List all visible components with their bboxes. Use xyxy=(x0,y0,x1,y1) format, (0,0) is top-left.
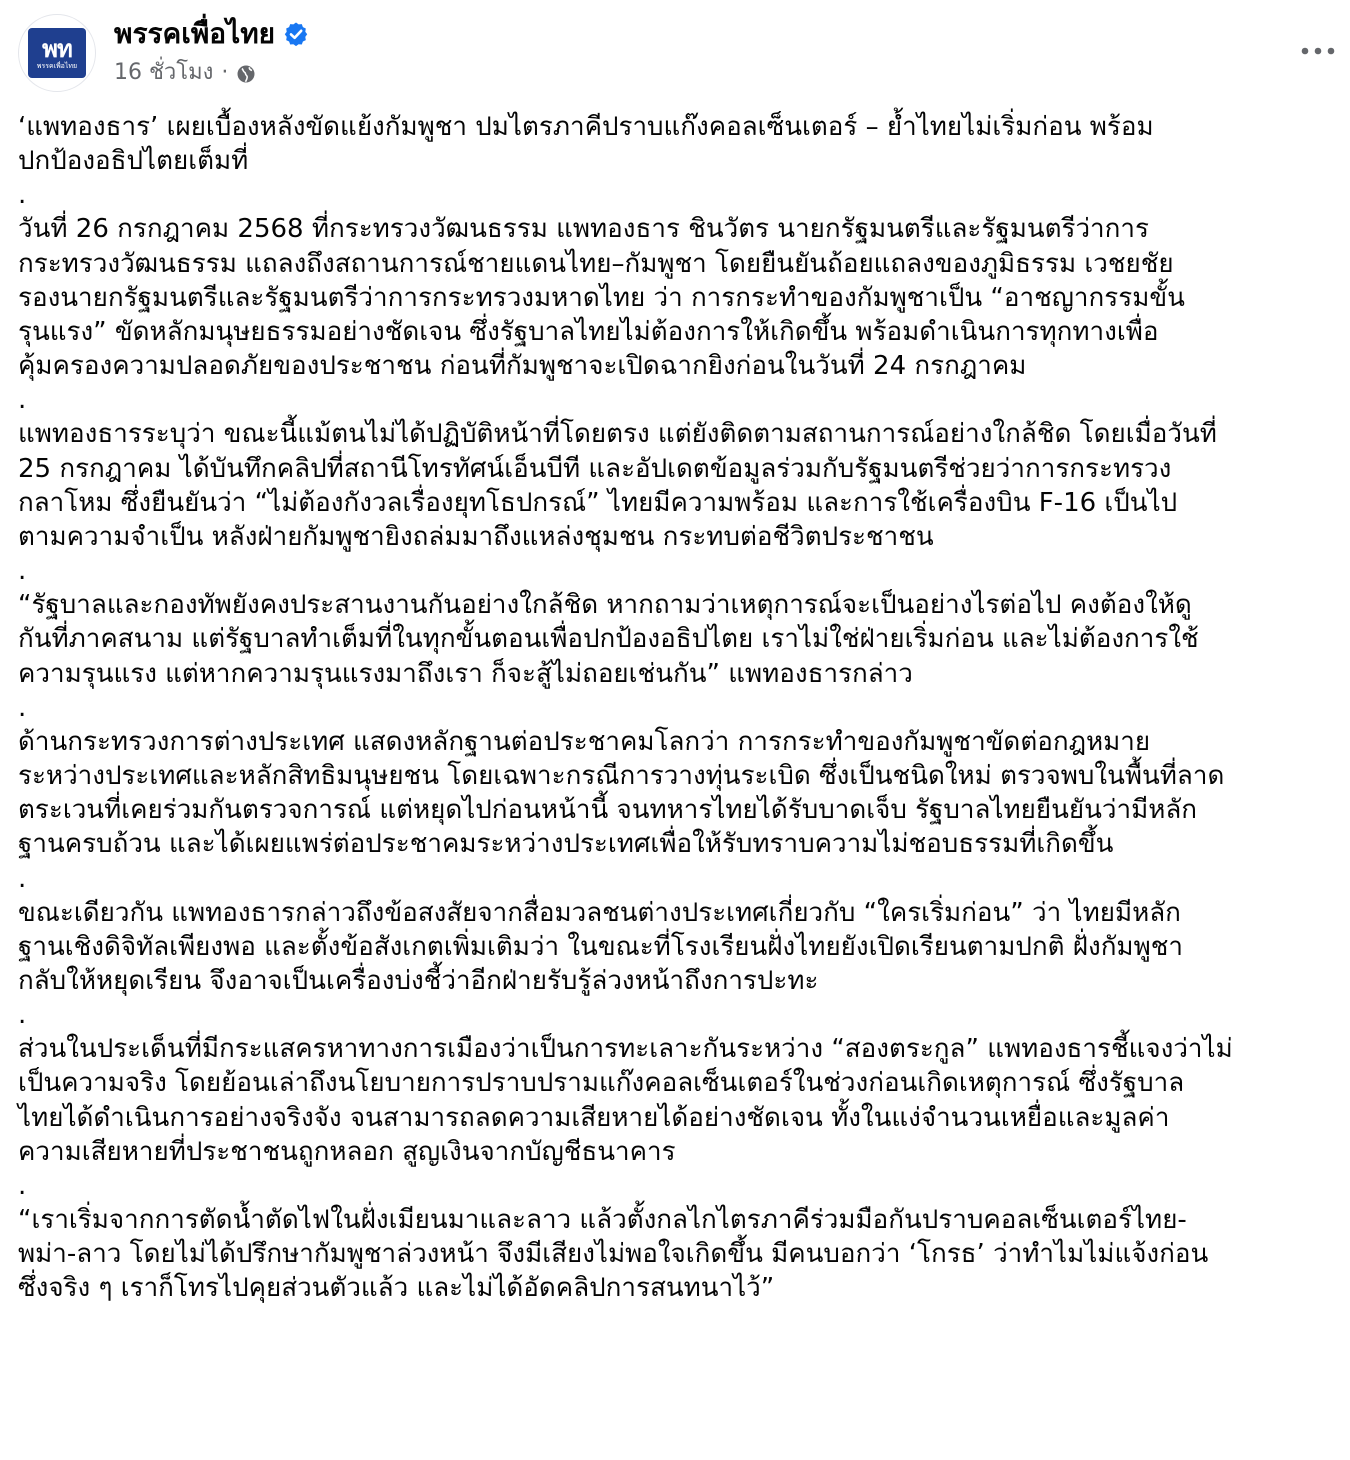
post-header xyxy=(18,14,1338,94)
post-meta xyxy=(114,58,256,88)
dot-separator: . xyxy=(18,385,27,416)
dot-separator: . xyxy=(18,1000,27,1031)
dot-separator: . xyxy=(18,692,27,723)
meta-separator: · xyxy=(221,60,229,85)
body-paragraph: ด้านกระทรวงการต่างประเทศ แสดงหลักฐานต่อประชาคมโลกว่า การกระทำของกัมพูชาขัดต่อกฎหมาย ระหว่างประเทศและหลักสิทธิมนุษยชน โดยเฉพาะกรณีการวางทุ่นระเบิด ซึ่งเป็นชนิดใหม่ ตรวจพบในพื้นที่ลาด ตระเวนที่เคยร่วมกันตรวจการณ์ แต่หยุดไปก่อนหน้านี้ จนทหารไทยได้รับบาดเจ็บ รัฐบาลไทยยืนยันว่ามีหลัก ฐานครบถ้วน และได้เผยแพร่ต่อประชาคมระหว่างประเทศเพื่อให้รับทราบความไม่ชอบธรรมที่เกิดขึ้น xyxy=(18,726,1225,860)
page-name-link[interactable]: พรรคเพื่อไทย xyxy=(114,17,276,50)
quote-paragraph: “รัฐบาลและกองทัพยังคงประสานงานกันอย่างใกล้ชิด หากถามว่าเหตุการณ์จะเป็นอย่างไรต่อไป คงต้องให้ดู กันที่ภาคสนาม แต่รัฐบาลทำเต็มที่ในทุกขั้นตอนเพื่อปกป้องอธิปไตย เราไม่ใช่ฝ่ายเริ่มก่อน และไม่ต้องการใช้ ความรุนแรง แต่หากความรุนแรงมาถึงเรา ก็จะสู้ไม่ถอยเช่นกัน” แพทองธารกล่าว xyxy=(18,590,1199,689)
page-name-row xyxy=(114,16,309,52)
party-logo-subtext: พรรคเพื่อไทย xyxy=(36,61,78,70)
body-paragraph: ส่วนในประเด็นที่มีกระแสครหาทางการเมืองว่าเป็นการทะเลาะกันระหว่าง “สองตระกูล” แพทองธารชี้แจงว่าไม่ เป็นความจริง โดยย้อนเล่าถึงนโยบายการปราบปรามแก๊งคอลเซ็นเตอร์ในช่วงก่อนเกิดเหตุการณ์ ซึ่งรัฐบาล ไทยได้ดำเนินการอย่างจริงจัง จนสามารถลดความเสียหายได้อย่างชัดเจน ทั้งในแง่จำนวนเหยื่อและมูลค่า ความเสียหายที่ประชาชนถูกหลอก สูญเงินจากบัญชีธนาคาร xyxy=(18,1034,1233,1167)
more-options-icon[interactable] xyxy=(1298,36,1338,66)
body-paragraph: แพทองธารระบุว่า ขณะนี้แม้ตนไม่ได้ปฏิบัติหน้าที่โดยตรง แต่ยังติดตามสถานการณ์อย่างใกล้ชิด โดยเมื่อวันที่ 25 กรกฎาคม ได้บันทึกคลิปที่สถานีโทรทัศน์เอ็นบีที และอัปเดตข้อมูลร่วมกับรัฐมนตรีช่วยว่าการกระทรวง กลาโหม ซึ่งยืนยันว่า “ไม่ต้องกังวลเรื่องยุทโธปกรณ์” ไทยมีความพร้อม และการใช้เครื่องบิน F-16 เป็นไป ตามความจำเป็น หลังฝ่ายกัมพูชายิงถล่มมาถึงแหล่งชุมชน กระทบต่อชีวิตประชาชน xyxy=(18,419,1217,553)
dot-separator: . xyxy=(18,180,27,211)
body-paragraph: วันที่ 26 กรกฎาคม 2568 ที่กระทรวงวัฒนธรรม แพทองธาร ชินวัตร นายกรัฐมนตรีและรัฐมนตรีว่าการ กระทรวงวัฒนธรรม แถลงถึงสถานการณ์ชายแดนไทย–กัมพูชา โดยยืนยันถ้อยแถลงของภูมิธรรม เวชยชัย รองนายกรัฐมนตรีและรัฐมนตรีว่าการกระทรวงมหาดไทย ว่า การกระทำของกัมพูชาเป็น “อาชญากรรมขั้น รุนแรง” ขัดหลักมนุษยธรรมอย่างชัดเจน ซึ่งรัฐบาลไทยไม่ต้องการให้เกิดขึ้น พร้อมดำเนินการทุกทางเพื่อ คุ้มครองความปลอดภัยของประชาชน ก่อนที่กัมพูชาจะเปิดฉากยิงก่อนในวันที่ 24 กรกฎาคม xyxy=(18,214,1185,382)
party-logo xyxy=(28,28,86,78)
post-timestamp[interactable]: 16 ชั่วโมง xyxy=(114,60,214,85)
globe-icon[interactable] xyxy=(236,63,256,83)
quote-paragraph: “เราเริ่มจากการตัดน้ำตัดไฟในฝั่งเมียนมาและลาว แล้วตั้งกลไกไตรภาคีร่วมมือกันปราบคอลเซ็นเตอร์ไทย- พม่า-ลาว โดยไม่ได้ปรึกษากัมพูชาล่วงหน้า จึงมีเสียงไม่พอใจเกิดขึ้น มีคนบอกว่า ‘โกรธ’ ว่าทำไมไม่แจ้งก่อน ซึ่งจริง ๆ เราก็โทรไปคุยส่วนตัวแล้ว และไม่ได้อัดคลิปการสนทนาไว้” xyxy=(18,1205,1209,1304)
dot-separator: . xyxy=(18,556,27,587)
body-paragraph: ขณะเดียวกัน แพทองธารกล่าวถึงข้อสงสัยจากสื่อมวลชนต่างประเทศเกี่ยวกับ “ใครเริ่มก่อน” ว่า ไทยมีหลัก ฐานเชิงดิจิทัลเพียงพอ และตั้งข้อสังเกตเพิ่มเติมว่า ในขณะที่โรงเรียนฝั่งไทยยังเปิดเรียนตามปกติ ฝั่งกัมพูชา กลับให้หยุดเรียน จึงอาจเป็นเครื่องบ่งชี้ว่าอีกฝ่ายรับรู้ล่วงหน้าถึงการปะทะ xyxy=(18,897,1183,997)
dot-separator: . xyxy=(18,1171,27,1202)
headline-paragraph: ‘แพทองธาร’ เผยเบื้องหลังขัดแย้งกัมพูชา ปมไตรภาคีปราบแก๊งคอลเซ็นเตอร์ – ย้ำไทยไม่เริ่มก่อน พร้อม ปกป้องอธิปไตยเต็มที่ xyxy=(18,112,1154,177)
dot-separator: . xyxy=(18,863,27,894)
page-avatar[interactable] xyxy=(18,14,96,92)
post-body xyxy=(18,110,1334,1306)
party-logo-text: พท xyxy=(42,33,72,63)
verified-badge-icon xyxy=(283,21,309,47)
